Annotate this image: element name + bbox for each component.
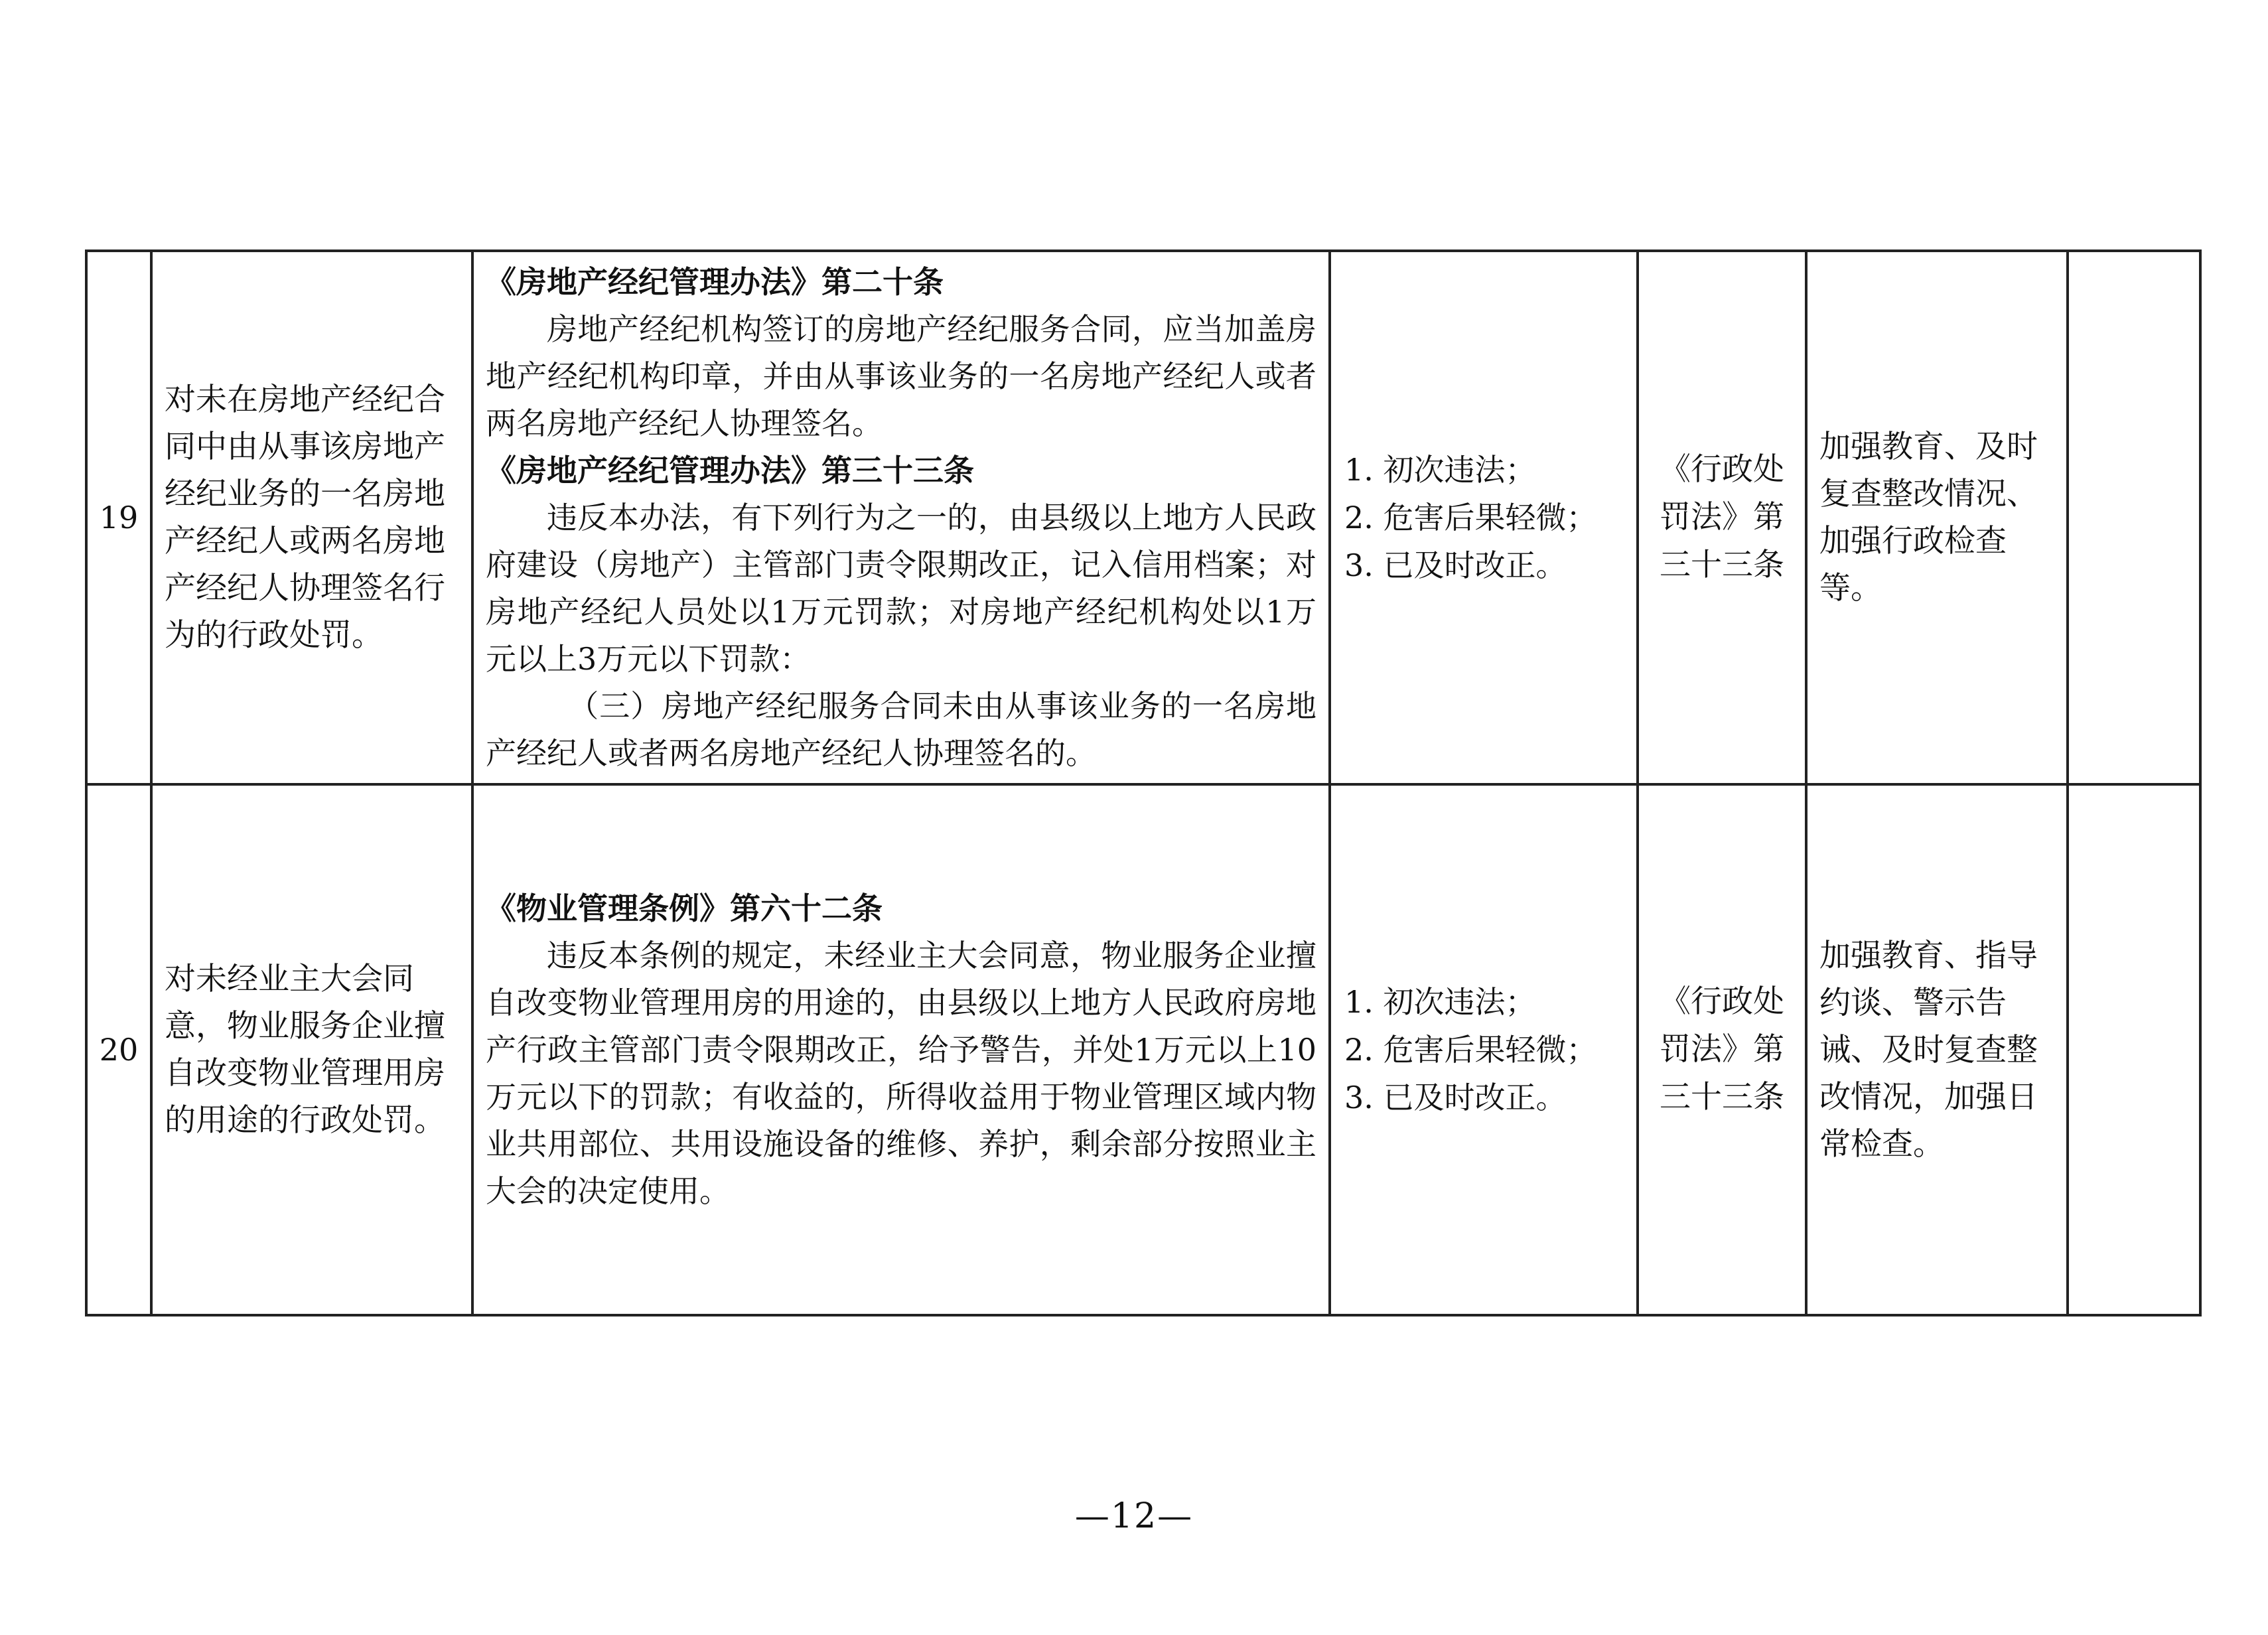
condition-item: 1. 初次违法；: [1344, 452, 1536, 488]
basis-title: 《物业管理条例》第六十二条: [486, 890, 883, 926]
table-row: [86, 251, 2200, 784]
remark-cell: [2068, 251, 2200, 784]
condition-item: 3. 已及时改正。: [1344, 547, 1567, 583]
row-number: 20: [86, 784, 151, 1315]
exemption-conditions: [1330, 251, 1638, 784]
violation-description: 对未在房地产经纪合同中由从事该房地产经纪业务的一名房地产经纪人或两名房地产经纪人协理签名行为的行政处罚。: [151, 251, 472, 784]
condition-item: 3. 已及时改正。: [1344, 1080, 1567, 1115]
table-row: [86, 784, 2200, 1315]
basis-paragraph: 房地产经纪机构签订的房地产经纪服务合同，应当加盖房地产经纪机构印章，并由从事该业务的一名房地产经纪人或者两名房地产经纪人协理签名。: [486, 311, 1316, 441]
condition-item: 1. 初次违法；: [1344, 984, 1536, 1020]
penalty-table: [85, 249, 2202, 1316]
page-number: —12—: [1074, 1496, 1194, 1536]
follow-up-measures: 加强教育、指导约谈、警示告诫、及时复查整改情况，加强日常检查。: [1806, 784, 2068, 1315]
legal-basis: [472, 784, 1330, 1315]
basis-paragraph: 违反本条例的规定，未经业主大会同意，物业服务企业擅自改变物业管理用房的用途的，由县级以上地方人民政府房地产行政主管部门责令限期改正，给予警告，并处1万元以上10万元以下的罚款；有收益的，所得收益用于物业管理区域内物业共用部位、共用设施设备的维修、养护，剩余部分按照业主大会的决定使用。: [486, 937, 1316, 1209]
exemption-law: 《行政处罚法》第三十三条: [1638, 784, 1806, 1315]
exemption-law: 《行政处罚法》第三十三条: [1638, 251, 1806, 784]
remark-cell: [2068, 784, 2200, 1315]
basis-paragraph: 违反本办法，有下列行为之一的，由县级以上地方人民政府建设（房地产）主管部门责令限期改正，记入信用档案；对房地产经纪人员处以1万元罚款；对房地产经纪机构处以1万元以上3万元以下罚款：: [486, 499, 1316, 677]
basis-title: 《房地产经纪管理办法》第三十三条: [486, 452, 974, 488]
legal-basis: [472, 251, 1330, 784]
basis-title: 《房地产经纪管理办法》第二十条: [486, 263, 944, 300]
condition-item: 2. 危害后果轻微；: [1344, 500, 1597, 535]
violation-description: 对未经业主大会同意，物业服务企业擅自改变物业管理用房的用途的行政处罚。: [151, 784, 472, 1315]
row-number: 19: [86, 251, 151, 784]
condition-item: 2. 危害后果轻微；: [1344, 1032, 1597, 1068]
exemption-conditions: [1330, 784, 1638, 1315]
basis-paragraph: （三）房地产经纪服务合同未由从事该业务的一名房地产经纪人或者两名房地产经纪人协理签名的。: [486, 687, 1316, 771]
follow-up-measures: 加强教育、及时复查整改情况、加强行政检查等。: [1806, 251, 2068, 784]
